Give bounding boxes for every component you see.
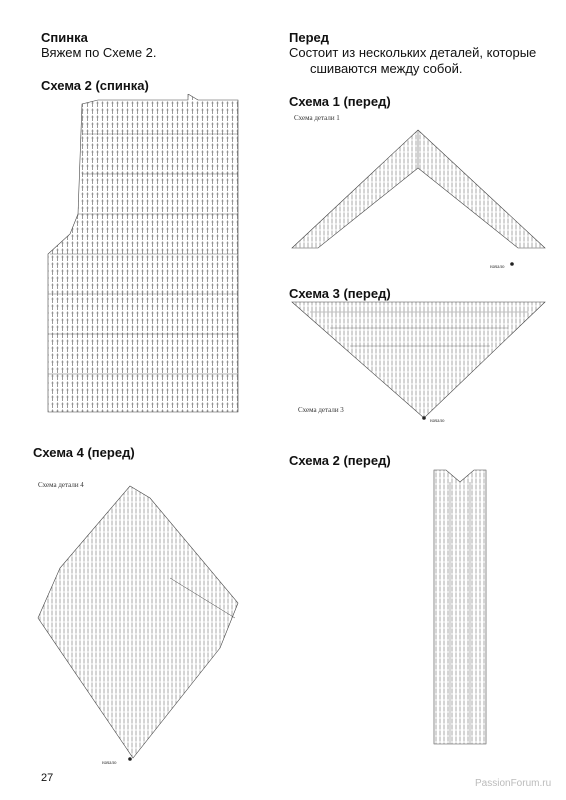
schema-1-title: Схема 1 (перед) <box>289 94 391 109</box>
front-text-line-1: Состоит из нескольких деталей, которые <box>289 45 537 60</box>
back-heading: Спинка <box>41 30 88 45</box>
schema-2-back-chart <box>40 94 250 416</box>
schema-4-title: Схема 4 (перед) <box>33 445 135 460</box>
schema-3-caption: Схема детали 3 <box>298 406 344 414</box>
schema-4-caption: Схема детали 4 <box>38 481 84 489</box>
schema-2-back-title: Схема 2 (спинка) <box>41 78 149 93</box>
schema-4-start-label: начало <box>102 761 117 766</box>
schema-4-chart <box>30 478 245 768</box>
schema-1-chart <box>290 110 550 275</box>
schema-3-chart <box>290 300 550 425</box>
page-number: 27 <box>41 772 54 784</box>
schema-1-caption: Схема детали 1 <box>294 114 340 122</box>
schema-1-start-label: начало <box>490 265 505 270</box>
back-text: Вяжем по Схеме 2. <box>41 45 157 60</box>
site-watermark: PassionForum.ru <box>475 778 552 789</box>
schema-2-front-title: Схема 2 (перед) <box>289 453 391 468</box>
schema-2-front-chart <box>430 466 490 754</box>
front-text-line-2: сшиваются между собой. <box>310 61 463 76</box>
front-heading: Перед <box>289 30 329 45</box>
schema-3-title: Схема 3 (перед) <box>289 286 391 301</box>
schema-3-start-label: начало <box>430 419 445 424</box>
